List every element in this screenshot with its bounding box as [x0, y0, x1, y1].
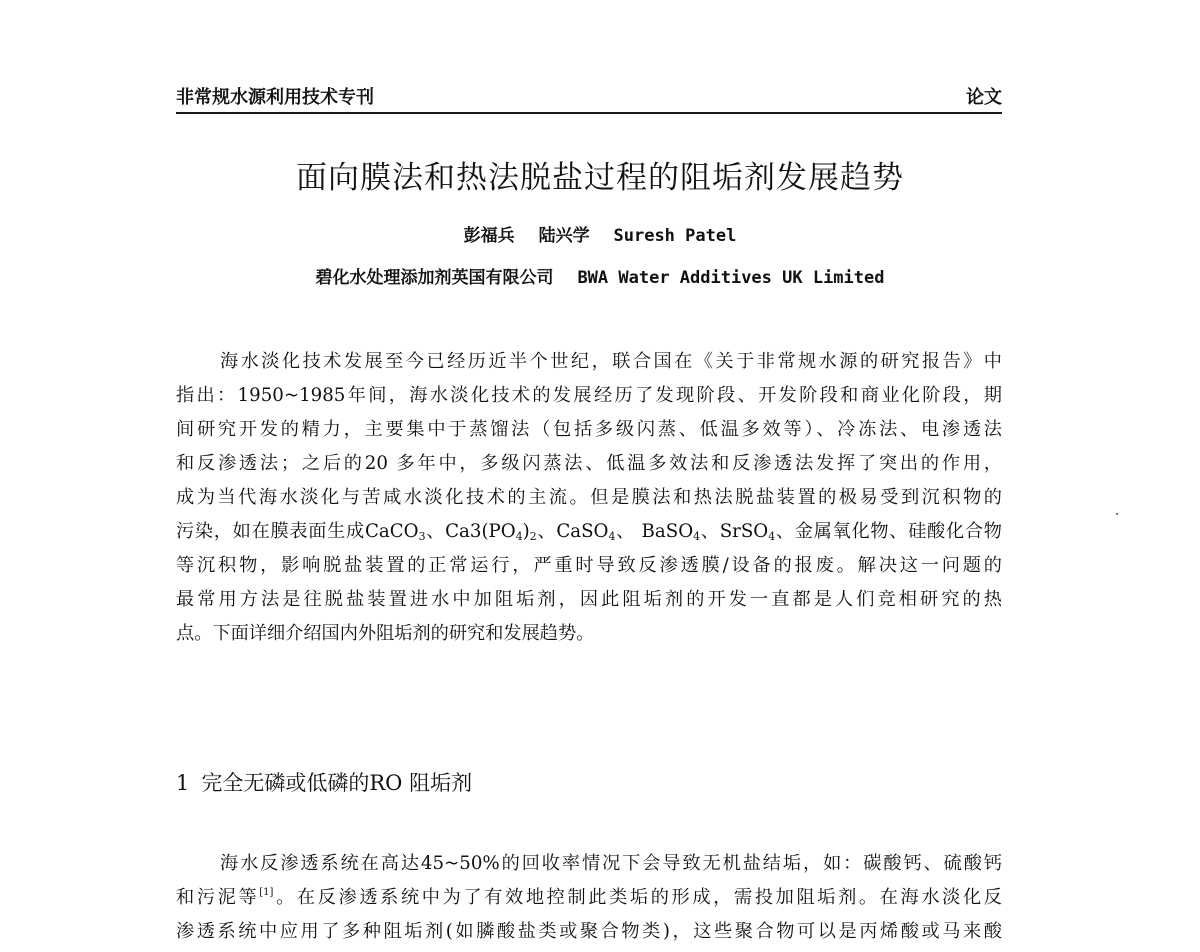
chem-formula: CaCO$_3$	[364, 521, 426, 543]
paragraph-line-cutoff: 渗透系统中应用了多种阻垢剂(如膦酸盐类或聚合物类)，这些聚合物可以是丙烯酸或马来酸	[176, 921, 1002, 942]
citation-ref[interactable]: [1]	[259, 887, 274, 898]
paragraph-line: 和反渗透法；之后的20 多年中，多级闪蒸法、低温多效法和反渗透法发挥了突出的作用，	[176, 453, 1002, 474]
running-header	[176, 86, 1002, 114]
text-run: 污染，如在膜表面生成	[176, 521, 365, 542]
paper-title: 面向膜法和热法脱盐过程的阻垢剂发展趋势	[296, 160, 904, 196]
author-name: Suresh Patel	[613, 226, 737, 246]
author-name: 陆兴学	[538, 226, 590, 246]
paragraph-line-formulas: 污染，如在膜表面生成CaCO$_3$、$Ca3(PO_4)_2$、CaSO$_4$、 BaSO$_4$、SrSO$_4$、金属氧化物、硅酸化合物	[176, 521, 1002, 543]
chem-formula: CaSO$_4$	[556, 521, 616, 543]
affiliation	[0, 266, 1200, 290]
paragraph-line: 最常用方法是往脱盐装置进水中加阻垢剂，因此阻垢剂的开发一直都是人们竞相研究的热	[176, 589, 1002, 610]
scan-speck	[1116, 513, 1118, 515]
paragraph-line: 海水淡化技术发展至今已经历近半个世纪，联合国在《关于非常规水源的研究报告》中	[220, 351, 1002, 372]
chem-formula: $Ca3(PO_4)_2$	[445, 521, 537, 543]
paragraph-line: 指出：1950~1985年间，海水淡化技术的发展经历了发现阶段、开发阶段和商业化阶段，期	[176, 385, 1002, 406]
section-1-paragraph	[176, 847, 1002, 949]
section-number: 1	[176, 771, 190, 795]
chem-formula: SrSO$_4$	[719, 521, 776, 543]
author-list	[0, 224, 1200, 248]
intro-paragraph	[176, 345, 1002, 651]
section-title: 完全无磷或低磷的RO 阻垢剂	[201, 771, 473, 795]
chem-formula: BaSO$_4$	[641, 521, 701, 543]
paragraph-line: 成为当代海水淡化与苦咸水淡化技术的主流。但是膜法和热法脱盐装置的极易受到沉积物的	[176, 487, 1002, 508]
article-type-label: 论文	[966, 87, 1002, 108]
affiliation-cn: 碧化水处理添加剂英国有限公司	[315, 268, 554, 288]
paragraph-line: 海水反渗透系统在高达45~50%的回收率情况下会导致无机盐结垢，如：碳酸钙、硫酸钙	[220, 853, 1002, 874]
paragraph-line: 间研究开发的精力，主要集中于蒸馏法（包括多级闪蒸、低温多效等）、冷冻法、电渗透法	[176, 419, 1002, 440]
author-name: 彭福兵	[463, 226, 515, 246]
paragraph-line: 等沉积物，影响脱盐装置的正常运行，严重时导致反渗透膜/设备的报废。解决这一问题的	[176, 555, 1002, 576]
journal-special-issue-label: 非常规水源利用技术专刊	[176, 87, 374, 108]
affiliation-en: BWA Water Additives UK Limited	[577, 268, 885, 288]
section-heading	[176, 768, 472, 798]
paragraph-line-citation: 和污泥等[1]。在反渗透系统中为了有效地控制此类垢的形成，需投加阻垢剂。在海水淡化反	[176, 887, 1002, 908]
paragraph-line: 点。下面详细介绍国内外阻垢剂的研究和发展趋势。	[176, 623, 595, 644]
text-run: 金属氧化物、硅酸化合物	[794, 521, 1002, 542]
